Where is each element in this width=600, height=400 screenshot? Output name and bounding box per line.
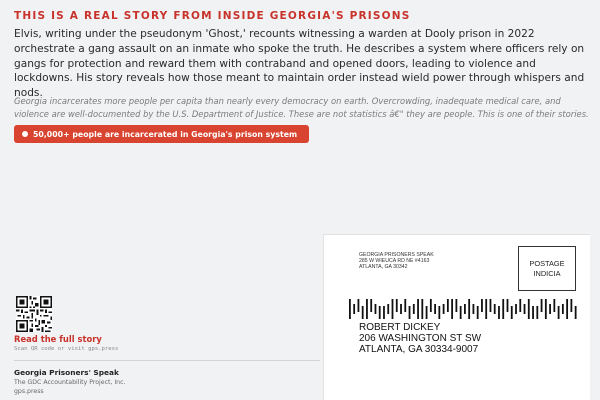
barcode-bar: [553, 299, 555, 312]
barcode-bar: [494, 304, 496, 314]
barcode-bar: [549, 304, 551, 314]
recipient-line: 206 WASHINGTON ST SW: [359, 333, 482, 344]
barcode-bar: [536, 306, 538, 319]
postal-barcode: [349, 299, 579, 319]
recipient-line: ATLANTA, GA 30334-9007: [359, 344, 479, 355]
barcode-bar: [400, 304, 402, 314]
org-project: The GDC Accountability Project, Inc.: [14, 379, 126, 386]
return-address-line: ATLANTA, GA 30342: [359, 264, 408, 270]
barcode-bar: [349, 299, 351, 319]
qr-code-icon[interactable]: [16, 296, 52, 332]
barcode-bar: [353, 304, 355, 314]
incarceration-stat-badge: [14, 125, 309, 143]
postage-indicia: [518, 246, 576, 291]
barcode-bar: [515, 304, 517, 314]
barcode-bar: [370, 299, 372, 312]
barcode-bar: [562, 304, 564, 314]
recipient-address: [359, 322, 481, 355]
story-summary: Elvis, writing under the pseudonym 'Ghost,' recounts witnessing a warden at Dooly prison in 2022 orchestrate a gang assault on an inmate who spoke the truth. He describes a system where officers rely on gangs for protection and reward them with contraband and opened doors, leading to violence and lockdowns. His story reveals how those meant to maintain order instead wield power through whispers and nods.: [14, 28, 585, 100]
scan-hint: Scan QR code or visit gps.press: [14, 346, 119, 352]
barcode-bar: [468, 299, 470, 319]
barcode-bar: [507, 299, 509, 312]
barcode-bar: [575, 306, 577, 319]
return-address-line: GEORGIA PRISONERS SPEAK: [359, 252, 434, 258]
barcode-bar: [438, 306, 440, 319]
barcode-bar: [519, 299, 521, 312]
return-address: [359, 252, 434, 270]
barcode-bar: [558, 306, 560, 319]
barcode-bar: [409, 306, 411, 319]
barcode-bar: [417, 299, 419, 319]
barcode-bar: [447, 299, 449, 312]
barcode-bar: [528, 299, 530, 319]
barcode-bar: [434, 304, 436, 314]
barcode-bar: [383, 306, 385, 319]
barcode-bar: [490, 299, 492, 312]
barcode-bar: [502, 299, 504, 319]
barcode-bar: [392, 299, 394, 319]
barcode-bar: [443, 304, 445, 314]
barcode-bar: [511, 306, 513, 319]
read-full-story-link[interactable]: Read the full story: [14, 334, 102, 344]
barcode-bar: [421, 299, 423, 319]
divider: [14, 360, 320, 361]
recipient-line: ROBERT DICKEY: [359, 322, 441, 333]
barcode-bar: [498, 306, 500, 319]
barcode-bar: [541, 299, 543, 312]
barcode-bar: [430, 299, 432, 312]
barcode-bar: [485, 299, 487, 319]
org-name: Georgia Prisoners' Speak: [14, 368, 119, 377]
postage-label: POSTAGE: [529, 258, 565, 268]
barcode-bar: [570, 299, 572, 312]
barcode-bar: [362, 306, 364, 319]
barcode-bar: [545, 299, 547, 319]
barcode-bar: [426, 306, 428, 319]
barcode-bar: [413, 304, 415, 314]
org-details: [14, 378, 125, 396]
barcode-bar: [464, 304, 466, 314]
barcode-bar: [460, 306, 462, 319]
barcode-bar: [524, 304, 526, 314]
return-address-line: 285 W WIEUCA RD NE #4163: [359, 258, 430, 264]
barcode-bar: [379, 306, 381, 319]
barcode-bar: [477, 306, 479, 319]
badge-label: 50,000+ people are incarcerated in Georgia's prison system: [33, 129, 298, 139]
indicia-label: INDICIA: [533, 268, 561, 278]
barcode-bar: [481, 299, 483, 312]
barcode-bar: [473, 304, 475, 314]
dot-icon: [22, 131, 28, 137]
org-site: gps.press: [14, 388, 44, 395]
barcode-bar: [455, 299, 457, 312]
barcode-bar: [396, 299, 398, 312]
barcode-bar: [358, 299, 360, 312]
barcode-bar: [532, 306, 534, 319]
barcode-bar: [566, 299, 568, 319]
barcode-bar: [387, 304, 389, 314]
context-note: Georgia incarcerates more people per capita than nearly every democracy on earth. Overcrowding, inadequate medical care, and violence are well-documented by the U.S. Department of Justice. These are not statistics â€" they are people. This is one of their stories.: [14, 96, 589, 119]
envelope-preview: [323, 234, 590, 400]
barcode-bar: [404, 299, 406, 312]
barcode-bar: [375, 304, 377, 314]
barcode-bar: [451, 299, 453, 319]
barcode-bar: [366, 299, 368, 319]
story-headline: THIS IS A REAL STORY FROM INSIDE GEORGIA'S PRISONS: [14, 10, 411, 22]
